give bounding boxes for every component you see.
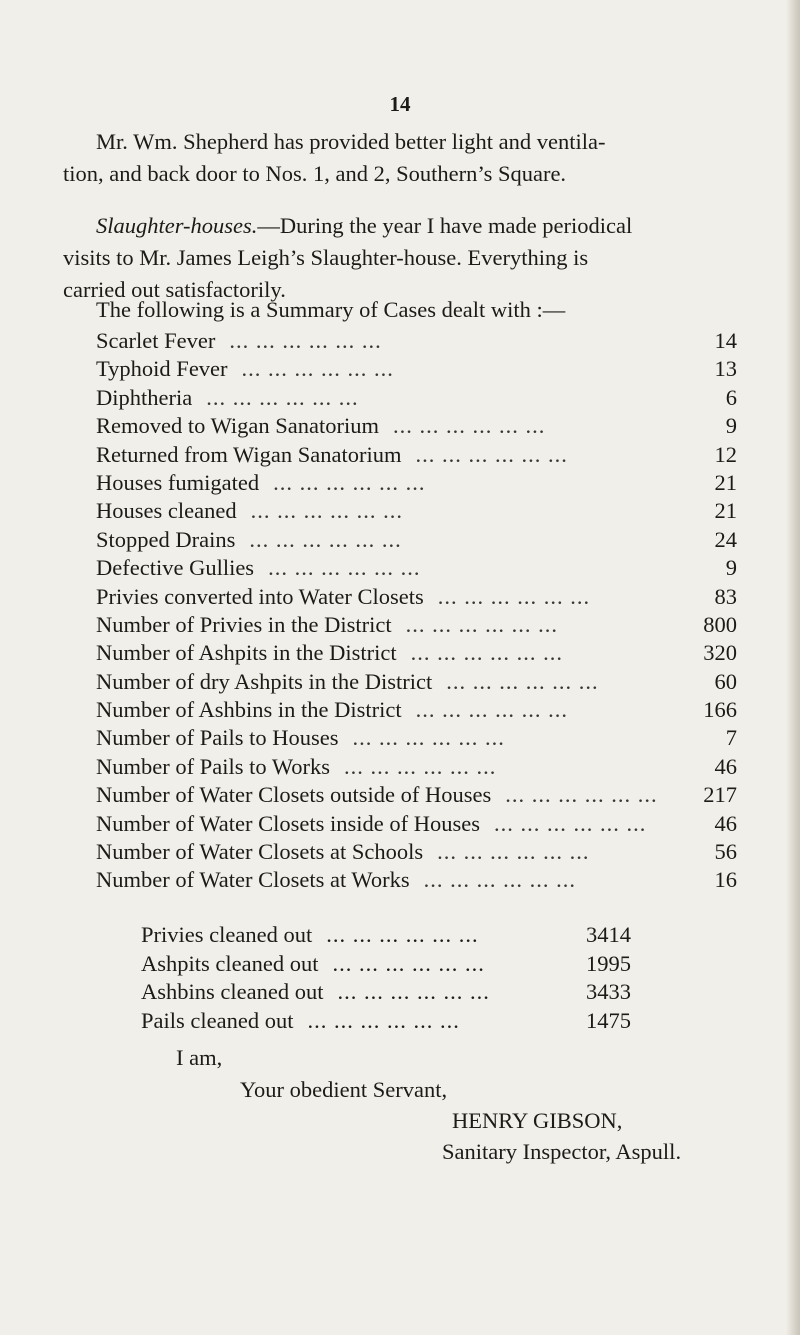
summary-row-value: 320 xyxy=(703,640,737,666)
summary-row-value: 46 xyxy=(714,810,737,836)
paragraph-line: visits to Mr. James Leigh’s Slaughter-house. Everything is xyxy=(63,245,589,270)
dot-leader: ... ... ... ... ... ... xyxy=(206,384,359,410)
cleaned-row xyxy=(141,979,631,1008)
summary-row-label: Number of Water Closets at Schools xyxy=(96,839,424,865)
paragraph-line: tion, and back door to Nos. 1, and 2, Southern’s Square. xyxy=(63,161,567,186)
summary-row-label: Number of Privies in the District xyxy=(96,611,392,637)
dot-leader: ... ... ... ... ... ... xyxy=(268,555,421,581)
summary-row xyxy=(96,811,737,839)
cleaned-row xyxy=(141,1008,631,1037)
summary-row xyxy=(96,867,737,895)
summary-row-label: Privies converted into Water Closets xyxy=(96,583,424,609)
summary-row-label: Defective Gullies xyxy=(96,555,255,581)
section-heading: Slaughter-houses. xyxy=(96,213,258,238)
dot-leader: ... ... ... ... ... ... xyxy=(273,469,426,495)
summary-row-label: Number of dry Ashpits in the District xyxy=(96,668,433,694)
dot-leader: ... ... ... ... ... ... xyxy=(337,979,490,1005)
summary-row xyxy=(96,640,737,668)
dot-leader: ... ... ... ... ... ... xyxy=(332,950,485,976)
summary-row-label: Number of Water Closets outside of Houses xyxy=(96,782,492,808)
summary-row xyxy=(96,442,737,470)
summary-row xyxy=(96,725,737,753)
cleaned-row-label: Ashpits cleaned out xyxy=(141,950,319,976)
dot-leader: ... ... ... ... ... ... xyxy=(446,668,599,694)
cleaned-out-table xyxy=(141,922,631,1036)
summary-row xyxy=(96,612,737,640)
summary-row xyxy=(96,782,737,810)
summary-row-label: Number of Ashbins in the District xyxy=(96,697,402,723)
page-number: 14 xyxy=(389,92,411,116)
dot-leader: ... ... ... ... ... ... xyxy=(250,498,403,524)
summary-table xyxy=(96,328,737,896)
dot-leader: ... ... ... ... ... ... xyxy=(326,922,479,947)
paragraph-line: —During the year I have made periodical xyxy=(257,213,633,238)
summary-row-value: 16 xyxy=(714,867,737,893)
summary-row-label: Number of Pails to Works xyxy=(96,753,331,779)
summary-row-label: Scarlet Fever xyxy=(96,328,216,353)
summary-row xyxy=(96,413,737,441)
cleaned-row-label: Privies cleaned out xyxy=(141,922,313,947)
cleaned-row-label: Pails cleaned out xyxy=(141,1007,294,1033)
summary-row-value: 83 xyxy=(714,583,737,609)
dot-leader: ... ... ... ... ... ... xyxy=(307,1007,460,1033)
summary-row-label: Number of Water Closets at Works xyxy=(96,867,410,893)
summary-row xyxy=(96,470,737,498)
cleaned-row-label: Ashbins cleaned out xyxy=(141,979,324,1005)
summary-row-value: 9 xyxy=(725,555,737,581)
summary-row-label: Stopped Drains xyxy=(96,526,236,552)
page-edge-shadow xyxy=(786,0,800,1335)
summary-row xyxy=(96,754,737,782)
cleaned-row-value: 3414 xyxy=(586,922,631,947)
summary-row-value: 60 xyxy=(714,668,737,694)
summary-row xyxy=(96,697,737,725)
summary-row-label: Returned from Wigan Sanatorium xyxy=(96,441,402,467)
summary-row xyxy=(96,498,737,526)
dot-leader: ... ... ... ... ... ... xyxy=(415,697,568,723)
dot-leader: ... ... ... ... ... ... xyxy=(352,725,505,751)
summary-row-label: Typhoid Fever xyxy=(96,356,228,382)
summary-row-value: 13 xyxy=(714,356,737,382)
summary-row-value: 217 xyxy=(703,782,737,808)
dot-leader: ... ... ... ... ... ... xyxy=(505,782,658,808)
summary-row xyxy=(96,669,737,697)
cleaned-row-value: 1995 xyxy=(586,950,631,976)
summary-row-label: Houses cleaned xyxy=(96,498,237,524)
dot-leader: ... ... ... ... ... ... xyxy=(241,356,394,382)
dot-leader: ... ... ... ... ... ... xyxy=(437,839,590,865)
cleaned-row xyxy=(141,951,631,980)
cleaned-row xyxy=(141,922,631,951)
paragraph-ventilation xyxy=(63,126,733,190)
paragraph-slaughter-houses xyxy=(63,210,733,306)
closing-salutation: Your obedient Servant, xyxy=(240,1077,448,1102)
summary-row-label: Number of Water Closets inside of Houses xyxy=(96,810,480,836)
summary-row-label: Diphtheria xyxy=(96,384,193,410)
signatory-name: HENRY GIBSON, xyxy=(452,1108,623,1133)
summary-row xyxy=(96,555,737,583)
signatory-title: Sanitary Inspector, Aspull. xyxy=(442,1139,682,1164)
summary-row-value: 166 xyxy=(703,697,737,723)
dot-leader: ... ... ... ... ... ... xyxy=(437,583,591,609)
summary-row-value: 46 xyxy=(714,753,737,779)
summary-row-value: 24 xyxy=(714,526,737,552)
dot-leader: ... ... ... ... ... ... xyxy=(415,441,568,467)
dot-leader: ... ... ... ... ... ... xyxy=(410,640,563,666)
dot-leader: ... ... ... ... ... ... xyxy=(393,413,546,439)
summary-row xyxy=(96,527,737,555)
dot-leader: ... ... ... ... ... ... xyxy=(423,867,576,893)
summary-row-label: Houses fumigated xyxy=(96,469,260,495)
summary-row-value: 14 xyxy=(714,328,737,353)
summary-row xyxy=(96,584,737,612)
summary-intro: The following is a Summary of Cases dealt with :— xyxy=(96,297,566,322)
paragraph-line: Mr. Wm. Shepherd has provided better light and ventila- xyxy=(96,129,606,154)
summary-row xyxy=(96,328,737,356)
summary-row-value: 56 xyxy=(714,839,737,865)
cleaned-row-value: 3433 xyxy=(586,979,631,1005)
summary-row-value: 21 xyxy=(714,498,737,524)
summary-row xyxy=(96,356,737,384)
closing-line: I am, xyxy=(176,1045,223,1070)
summary-row-label: Removed to Wigan Sanatorium xyxy=(96,413,380,439)
summary-row xyxy=(96,385,737,413)
summary-row-value: 21 xyxy=(714,469,737,495)
dot-leader: ... ... ... ... ... ... xyxy=(229,328,382,353)
summary-row-label: Number of Pails to Houses xyxy=(96,725,339,751)
summary-row-label: Number of Ashpits in the District xyxy=(96,640,397,666)
dot-leader: ... ... ... ... ... ... xyxy=(405,611,558,637)
summary-row xyxy=(96,839,737,867)
dot-leader: ... ... ... ... ... ... xyxy=(249,526,402,552)
dot-leader: ... ... ... ... ... ... xyxy=(344,753,497,779)
summary-row-value: 800 xyxy=(703,611,737,637)
paragraph-line: carried out satisfactorily. xyxy=(63,277,286,302)
summary-row-value: 7 xyxy=(725,725,737,751)
summary-row-value: 6 xyxy=(725,384,737,410)
cleaned-row-value: 1475 xyxy=(586,1007,631,1033)
dot-leader: ... ... ... ... ... ... xyxy=(493,810,647,836)
summary-row-value: 9 xyxy=(725,413,737,439)
summary-row-value: 12 xyxy=(714,441,737,467)
